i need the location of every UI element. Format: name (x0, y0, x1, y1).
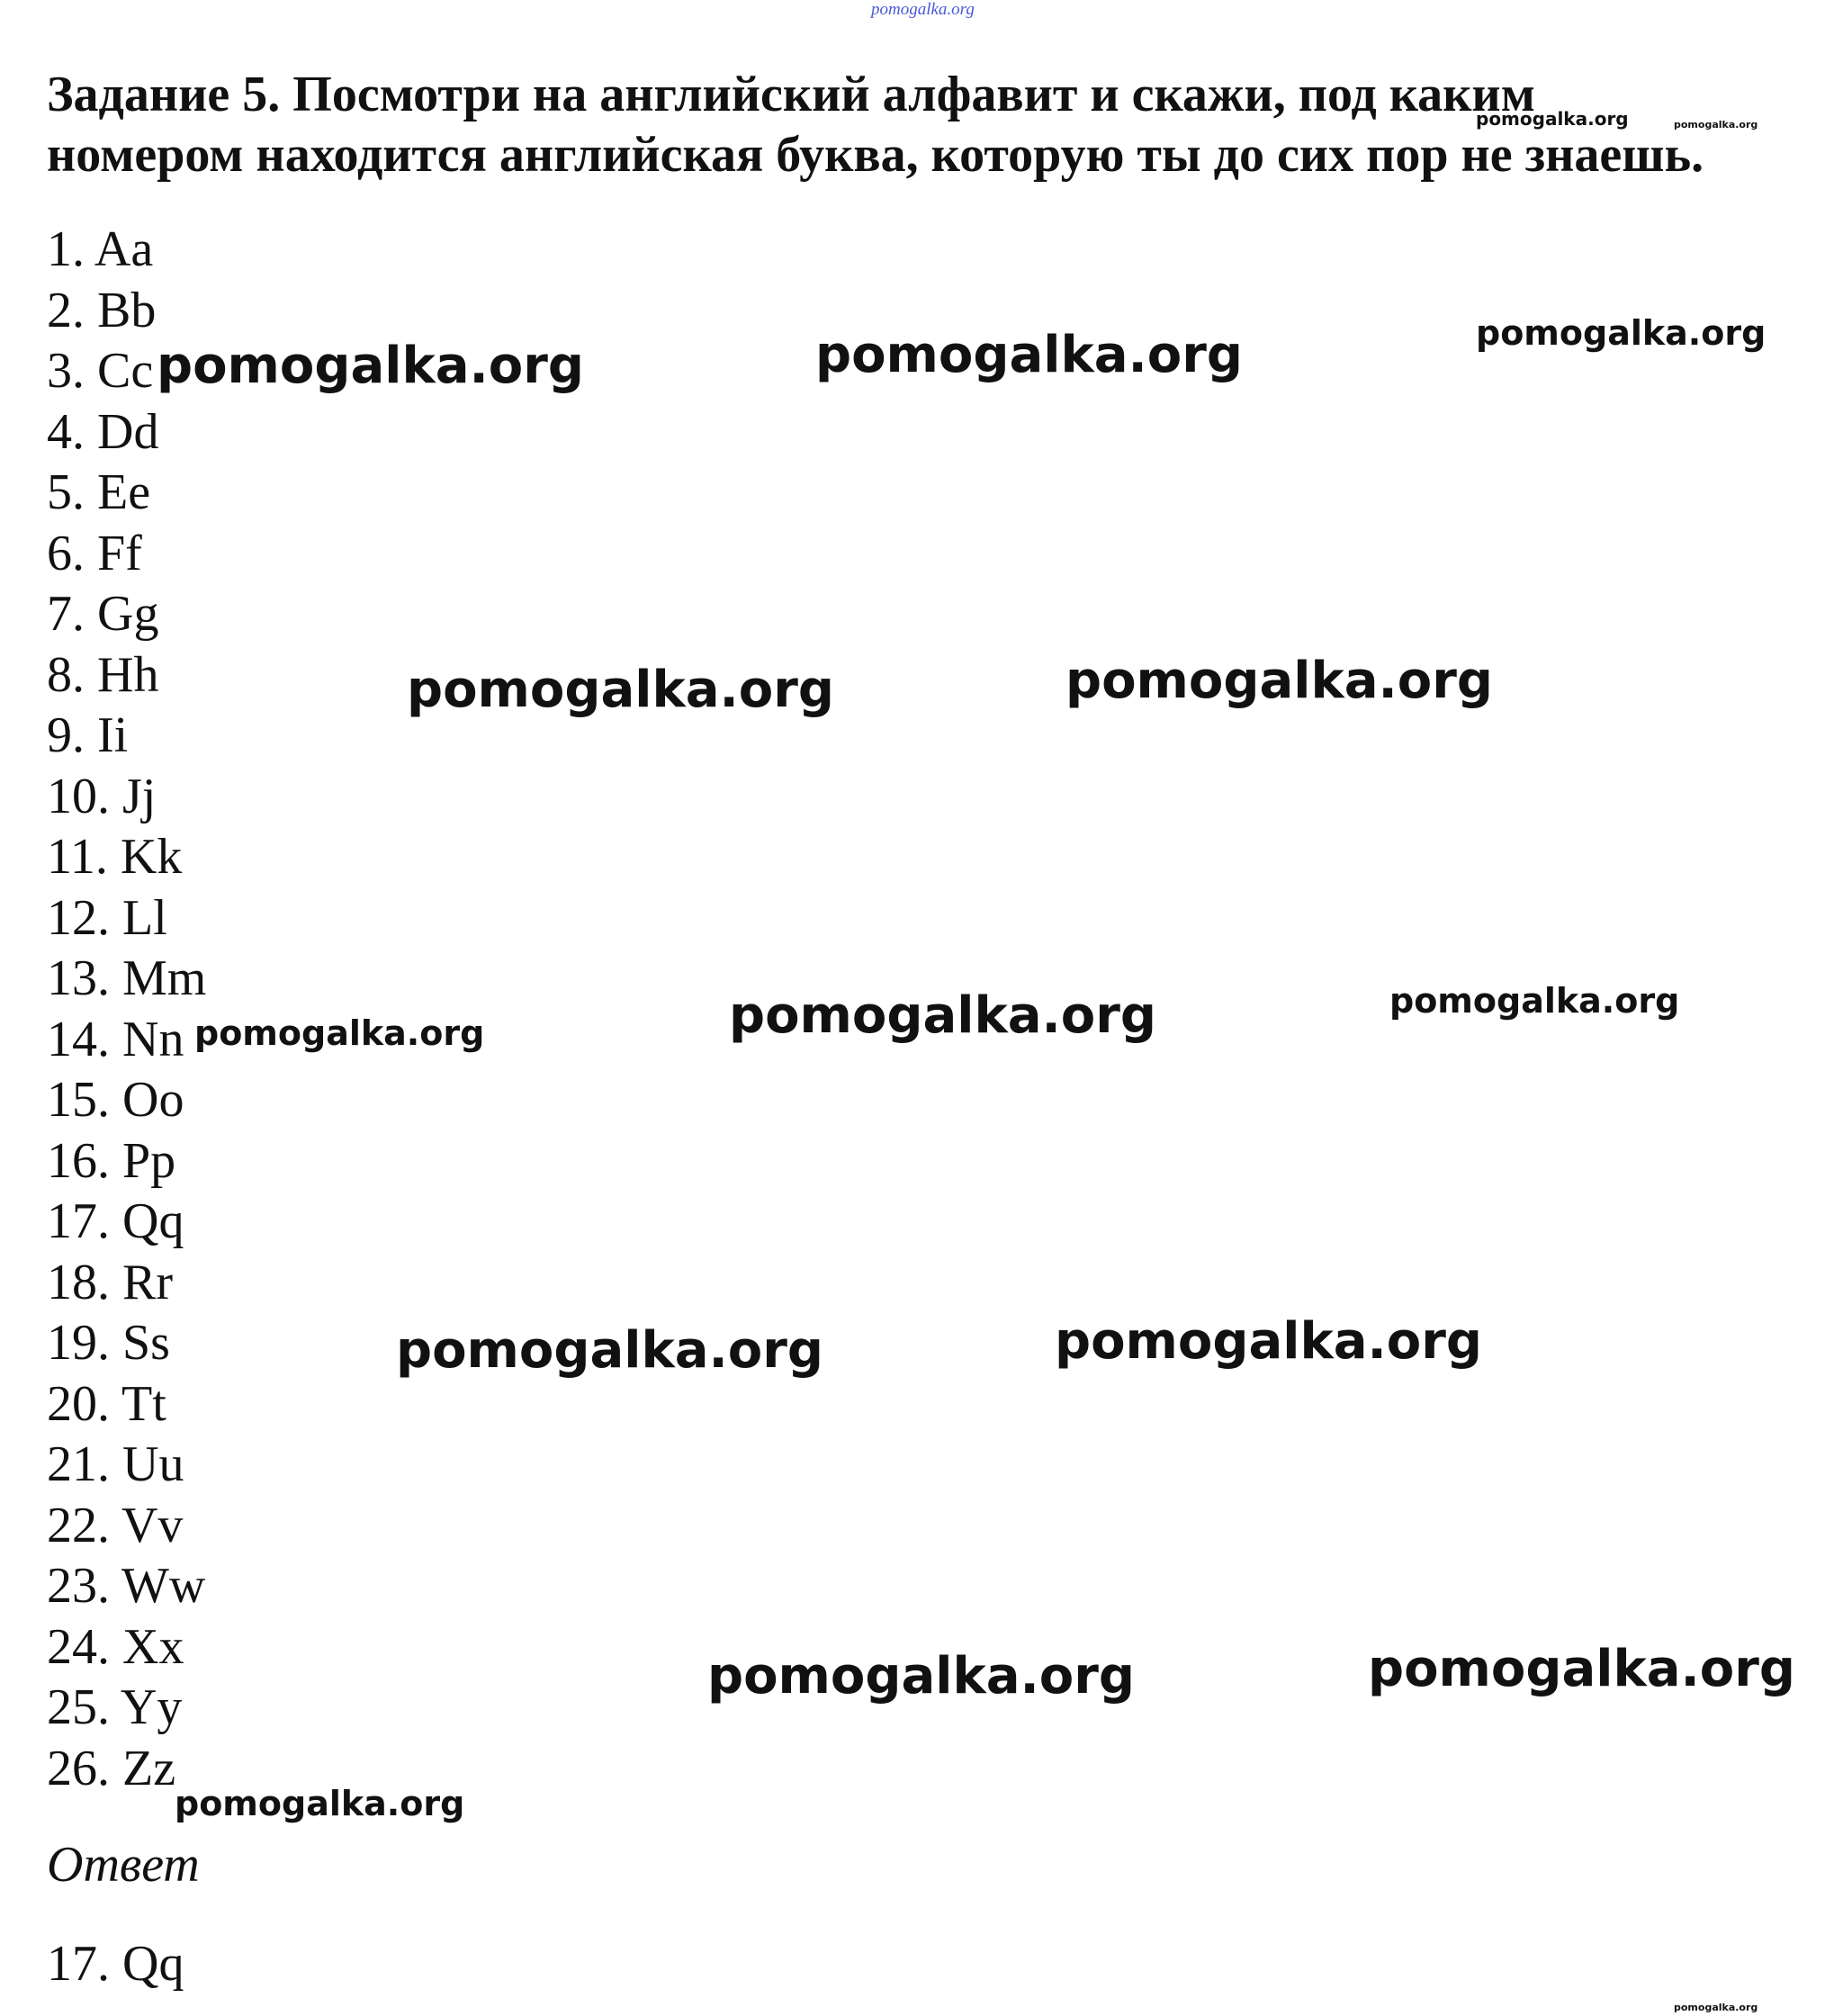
alphabet-item: 18. Rr (47, 1254, 173, 1310)
watermark: pomogalka.org (1476, 313, 1767, 353)
alphabet-item: 2. Bb (47, 282, 157, 338)
alphabet-item: 24. Xx (47, 1618, 184, 1675)
alphabet-item: 1. Aa (47, 221, 154, 277)
alphabet-item: 7. Gg (47, 586, 159, 642)
watermark: pomogalka.org (407, 661, 834, 719)
alphabet-item: 20. Tt (47, 1375, 166, 1432)
alphabet-item: 5. Ee (47, 464, 151, 520)
alphabet-item: 15. Oo (47, 1072, 184, 1128)
alphabet-item: 19. Ss (47, 1315, 170, 1371)
alphabet-item: 10. Jj (47, 768, 157, 824)
watermark: pomogalka.org (729, 986, 1156, 1045)
alphabet-item: 23. Ww (47, 1558, 206, 1614)
watermark: pomogalka.org (1389, 981, 1680, 1021)
watermark: pomogalka.org (194, 1013, 485, 1053)
watermark: pomogalka.org (1476, 108, 1629, 130)
alphabet-item: 17. Qq (47, 1193, 184, 1249)
watermark: pomogalka.org (175, 1784, 465, 1823)
answer-label: Ответ (47, 1837, 200, 1893)
alphabet-item: 3. Cc (47, 343, 154, 399)
alphabet-item: 12. Ll (47, 889, 167, 946)
alphabet-item: 9. Ii (47, 707, 129, 763)
top-watermark: pomogalka.org (871, 0, 975, 19)
watermark: pomogalka.org (707, 1647, 1135, 1706)
answer-value: 17. Qq (47, 1936, 184, 1992)
alphabet-item: 4. Dd (47, 403, 159, 460)
alphabet-item: 6. Ff (47, 525, 142, 581)
alphabet-item: 21. Uu (47, 1436, 184, 1492)
task-title-line-2: номером находится английская буква, которую ты до сих пор не знаешь. (47, 127, 1704, 183)
alphabet-item: 25. Yy (47, 1679, 183, 1735)
alphabet-item: 11. Kk (47, 829, 183, 885)
task-title-line-1: Задание 5. Посмотри на английский алфавит и скажи, под каким (47, 67, 1535, 122)
watermark: pomogalka.org (1065, 652, 1493, 710)
alphabet-item: 16. Pp (47, 1132, 176, 1189)
watermark: pomogalka.org (157, 337, 584, 395)
watermark: pomogalka.org (1055, 1312, 1482, 1371)
alphabet-item: 8. Hh (47, 646, 159, 703)
alphabet-item: 13. Mm (47, 950, 207, 1006)
alphabet-list (47, 220, 206, 1799)
watermark: pomogalka.org (815, 326, 1243, 384)
alphabet-item: 14. Nn (47, 1011, 184, 1067)
watermark: pomogalka.org (1674, 119, 1758, 130)
watermark: pomogalka.org (1368, 1640, 1795, 1698)
watermark: pomogalka.org (396, 1321, 823, 1380)
watermark: pomogalka.org (1674, 2002, 1758, 2013)
alphabet-item: 22. Vv (47, 1497, 184, 1553)
alphabet-item: 26. Zz (47, 1740, 176, 1796)
